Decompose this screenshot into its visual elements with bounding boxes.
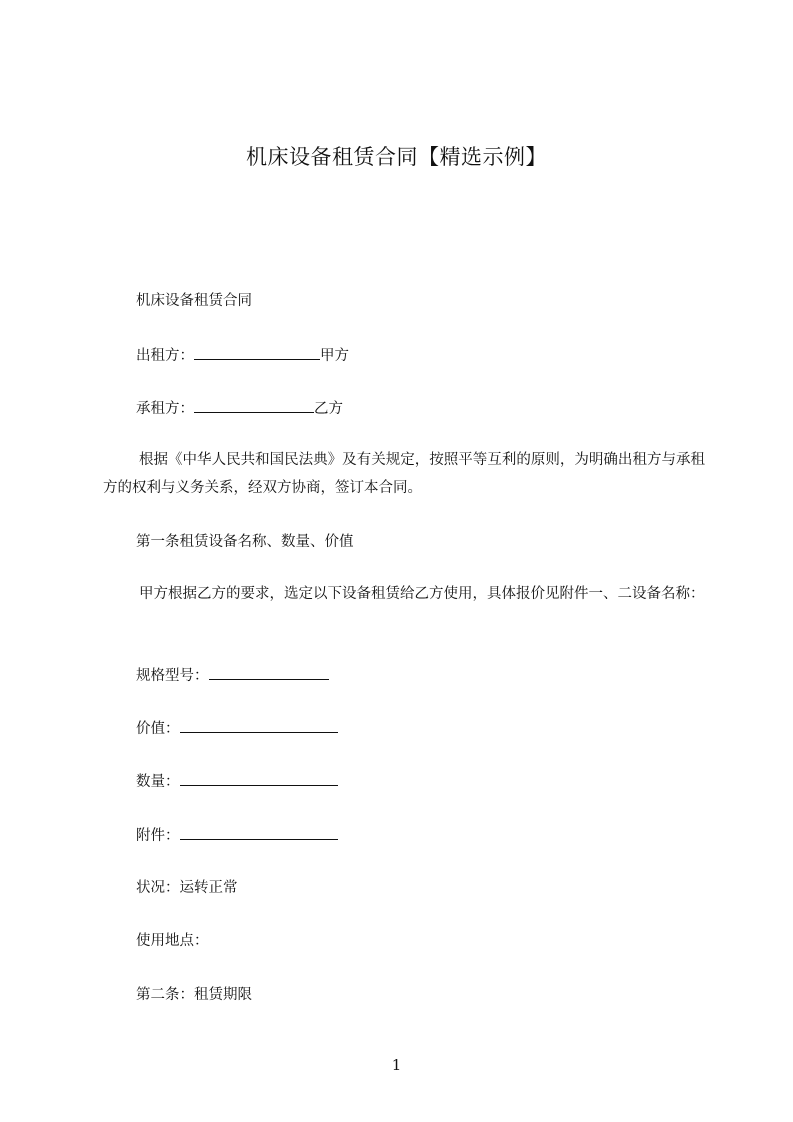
value-blank: [180, 718, 338, 733]
quantity-line: [136, 771, 338, 792]
spec-line: [136, 665, 329, 686]
quantity-blank: [180, 771, 338, 786]
lessor-suffix: 甲方: [320, 348, 349, 364]
article1-paragraph: 甲方根据乙方的要求，选定以下设备租赁给乙方使用，具体报价见附件一、二设备名称：: [139, 586, 705, 602]
attachment-blank: [180, 825, 338, 840]
lessee-label: 承租方：: [136, 401, 194, 417]
spec-label: 规格型号：: [136, 668, 209, 684]
value-line: [136, 718, 338, 739]
article2-heading: 第二条：租赁期限: [136, 987, 252, 1003]
spec-blank: [209, 665, 329, 680]
lessor-label: 出租方：: [136, 348, 194, 364]
attachment-line: [136, 825, 338, 846]
location-line: 使用地点：: [136, 933, 209, 949]
lessee-suffix: 乙方: [314, 401, 343, 417]
quantity-label: 数量：: [136, 774, 180, 790]
lessor-blank: [194, 345, 320, 360]
page-number: 1: [391, 1056, 402, 1074]
lessee-line: [136, 398, 343, 419]
contract-subtitle: 机床设备租赁合同: [136, 293, 252, 309]
article1-heading: 第一条租赁设备名称、数量、价值: [136, 534, 354, 550]
intro-paragraph: 根据《中华人民共和国民法典》及有关规定，按照平等互利的原则，为明确出租方与承租方的权利与义务关系，经双方协商，签订本合同。: [103, 452, 705, 496]
lessor-line: [136, 345, 349, 366]
attachment-label: 附件：: [136, 828, 180, 844]
lessee-blank: [194, 398, 314, 413]
document-title: 机床设备租赁合同【精选示例】: [246, 145, 547, 169]
status-line: 状况：运转正常: [136, 880, 238, 896]
value-label: 价值：: [136, 721, 180, 737]
